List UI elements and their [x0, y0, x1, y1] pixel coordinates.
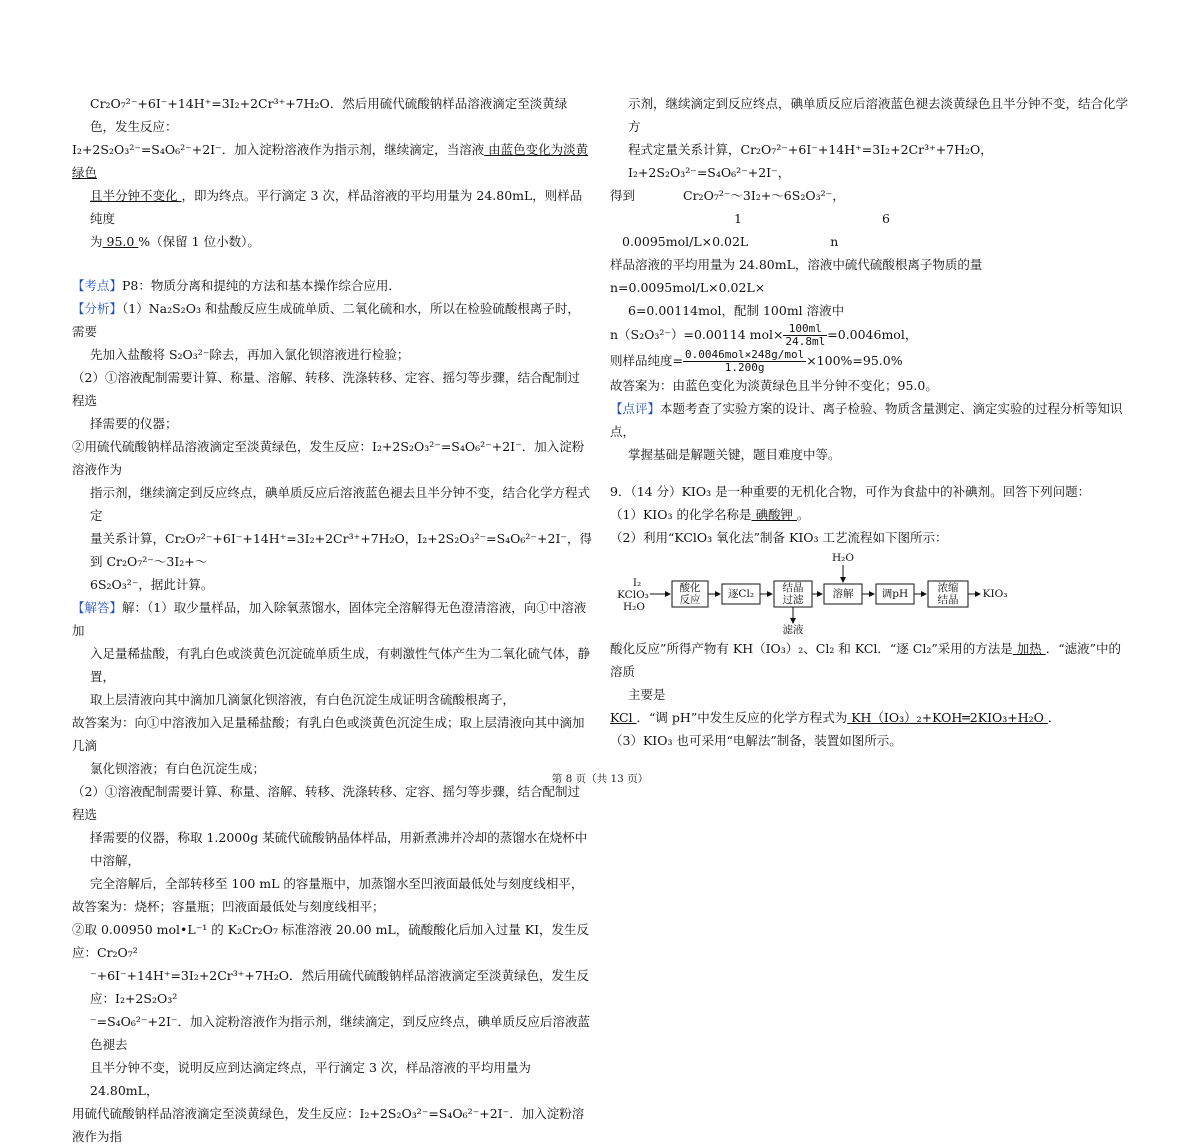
- left-column: [72, 92, 592, 1148]
- text-line: ⁻+6I⁻+14H⁺=3I₂+2Cr³⁺+7H₂O．然后用硫代硫酸钠样品溶液滴定至淡黄绿色，发生反应：I₂+2S₂O₃²: [90, 968, 589, 1006]
- formula-line: n（S₂O₃²⁻）=0.00114 mol× $\frac{100ml}{24.8ml}$ =0.0046mol，: [610, 322, 918, 348]
- text-line: 择需要的仪器，称取 1.2000g 某硫代硫酸钠晶体样品，用新煮沸并冷却的蒸馏水在烧杯中中溶解，: [90, 830, 588, 868]
- answer-blank: KH（IO₃）₂+KOH═2KIO₃+H₂O: [847, 710, 1048, 725]
- jieda-tag: 【解答】: [72, 600, 123, 615]
- question-9: 9．（14 分）KIO₃ 是一种重要的无机化合物，可作为食盐中的补碘剂。回答下列问题：: [610, 484, 1091, 499]
- dianping-tag: 【点评】: [610, 401, 661, 416]
- text-line: 且半分钟不变化 ，即为终点。平行滴定 3 次，样品溶液的平均用量为 24.80mL，则样品纯度: [90, 188, 583, 226]
- text-line: 故答案为：烧杯；容量瓶；凹液面最低处与刻度线相平；: [72, 899, 385, 914]
- text-line: ②取 0.00950 mol•L⁻¹ 的 K₂Cr₂O₇ 标准溶液 20.00 mL，硫酸酸化后加入过量 KI，发生反应：Cr₂O₇²: [72, 922, 590, 960]
- fenxi-tag: 【分析】: [72, 301, 123, 316]
- process-flow-diagram: [610, 551, 1130, 637]
- text-line: 6=0.00114mol，配制 100ml 溶液中: [628, 303, 845, 318]
- answer-blank: 加热: [1012, 641, 1046, 656]
- text-line: 故答案为：由蓝色变化为淡黄绿色且半分钟不变化；95.0。: [610, 378, 938, 393]
- text-line: 先加入盐酸将 S₂O₃²⁻除去，再加入氯化钡溶液进行检验；: [90, 347, 410, 362]
- text-line: （2）①溶液配制需要计算、称量、溶解、转移、洗涤转移、定容、摇匀等步骤，结合配制过程选: [72, 370, 580, 408]
- fenxi-line: 【分析】（1）Na₂S₂O₃ 和盐酸反应生成硫单质、二氧化硫和水，所以在检验硫酸根离子时，需要: [72, 301, 580, 339]
- text-line: 掌握基础是解题关键，题目难度中等。: [628, 447, 841, 462]
- text-line: 酸化反应”所得产物有 KH（IO₃）₂、Cl₂ 和 KCl．“逐 Cl₂”采用的方法是 加热 ．“滤液”中的溶质: [610, 641, 1121, 679]
- text-line: （3）KIO₃ 也可采用“电解法”制备，装置如图所示。: [610, 733, 902, 748]
- dianping-line: 【点评】本题考查了实验方案的设计、离子检验、物质含量测定、滴定实验的过程分析等知识点，: [610, 401, 1123, 439]
- formula-line: 则样品纯度= $\frac{\text{0.0046mol×248g/mol}}{1.200g}$ ×100%=95.0%: [610, 348, 903, 374]
- jieda-line: 【解答】解：（1）取少量样品，加入除氧蒸馏水，固体完全溶解得无色澄清溶液，向①中溶液加: [72, 600, 587, 638]
- filtrate-label: 滤液: [782, 624, 804, 636]
- ratio-line: 0.0095mol/L×0.02L n: [622, 234, 839, 249]
- text-line: （1）KIO₃ 的化学名称是 碘酸钾 。: [610, 507, 810, 522]
- text-line: （2）①溶液配制需要计算、称量、溶解、转移、洗涤转移、定容、摇匀等步骤，结合配制过程选: [72, 784, 580, 822]
- text-line: 主要是: [628, 687, 666, 702]
- text-line: 入足量稀盐酸，有乳白色或淡黄色沉淀硫单质生成，有刺激性气体产生为二氧化硫气体，静置，: [90, 646, 591, 684]
- text-line: 得到 Cr₂O₇²⁻～3I₂+～6S₂O₃²⁻，: [610, 188, 845, 203]
- step-remove-cl2: 逐Cl₂: [727, 588, 755, 600]
- text-line: 6S₂O₃²⁻，据此计算。: [90, 577, 214, 592]
- text-line: ②用硫代硫酸钠样品溶液滴定至淡黄绿色，发生反应：I₂+2S₂O₃²⁻=S₄O₆²⁻+2I⁻．加入淀粉溶液作为: [72, 439, 585, 477]
- step-concentrate-crystallize: 浓缩 结晶: [937, 582, 959, 606]
- input-i2: I₂: [632, 577, 642, 589]
- step-dissolve: 溶解: [832, 588, 854, 600]
- text-line: 为 95.0 %（保留 1 位小数）。: [90, 234, 260, 249]
- text-line: （2）利用“KClO₃ 氧化法”制备 KIO₃ 工艺流程如下图所示：: [610, 530, 948, 545]
- text-line: 氯化钡溶液；有白色沉淀生成；: [90, 761, 266, 776]
- text-line: 样品溶液的平均用量为 24.80mL，溶液中硫代硫酸根离子物质的量 n=0.0095mol/L×0.02L×: [610, 257, 983, 295]
- text-line: 示剂，继续滴定到反应终点，碘单质反应后溶液蓝色褪去淡黄绿色且半分钟不变，结合化学方: [628, 96, 1129, 134]
- step-acidify-react: 酸化 反应: [679, 582, 701, 606]
- output-kio3: KIO₃: [982, 588, 1008, 600]
- fraction: $\frac{\text{0.0046mol×248g/mol}}{1.200g}$: [684, 348, 805, 374]
- kaodian-tag: 【考点】: [72, 278, 123, 293]
- text-line: 故答案为：向①中溶液加入足量稀盐酸；有乳白色或淡黄色沉淀生成；取上层清液向其中滴加几滴: [72, 715, 585, 753]
- text-line: 指示剂，继续滴定到反应终点，碘单质反应后溶液蓝色褪去且半分钟不变，结合化学方程式定: [90, 485, 591, 523]
- kaodian-line: 【考点】P8：物质分离和提纯的方法和基本操作综合应用．: [72, 278, 401, 293]
- input-h2o: H₂O: [623, 601, 645, 613]
- text-line: 程式定量关系计算，Cr₂O₇²⁻+6I⁻+14H⁺=3I₂+2Cr³⁺+7H₂O，I₂+2S₂O₃²⁻=S₄O₆²⁻+2I⁻，: [628, 142, 993, 180]
- text-line: KCl ．“调 pH”中发生反应的化学方程式为 KH（IO₃）₂+KOH═2KIO₃+H₂O ．: [610, 710, 1061, 725]
- answer-blank: 且半分钟不变化: [90, 188, 182, 203]
- text-line: 取上层清液向其中滴加几滴氯化钡溶液，有白色沉淀生成证明含硫酸根离子，: [90, 692, 516, 707]
- text-line: I₂+2S₂O₃²⁻=S₄O₆²⁻+2I⁻．加入淀粉溶液作为指示剂，继续滴定，当溶液 由蓝色变化为淡黄绿色: [72, 142, 589, 180]
- text-line: Cr₂O₇²⁻+6I⁻+14H⁺=3I₂+2Cr³⁺+7H₂O．然后用硫代硫酸钠样品溶液滴定至淡黄绿色，发生反应：: [90, 96, 568, 134]
- step-adjust-ph: 调pH: [881, 588, 909, 600]
- text-line: 择需要的仪器；: [90, 416, 178, 431]
- answer-blank: 由蓝色变化为淡黄绿色: [72, 142, 589, 180]
- answer-blank: 碘酸钾: [751, 507, 797, 522]
- answer-blank: 95.0: [102, 234, 139, 249]
- input-kclo3: KClO₃: [617, 589, 649, 601]
- text-line: 完全溶解后，全部转移至 100 mL 的容量瓶中，加蒸馏水至凹液面最低处与刻度线相平，: [90, 876, 584, 891]
- ratio-line: 1 6: [734, 211, 890, 226]
- text-line: 且半分钟不变，说明反应到达滴定终点，平行滴定 3 次，样品溶液的平均用量为 24.80mL，: [90, 1060, 531, 1098]
- fraction: $\frac{100ml}{24.8ml}$: [785, 322, 826, 348]
- page-footer: 第 8 页（共 13 页）: [551, 773, 649, 785]
- input-h2o-top: H₂O: [832, 552, 854, 564]
- text-line: 量关系计算，Cr₂O₇²⁻+6I⁻+14H⁺=3I₂+2Cr³⁺+7H₂O，I₂+2S₂O₃²⁻=S₄O₆²⁻+2I⁻，得到 Cr₂O₇²⁻～3I₂+～: [90, 531, 592, 569]
- text-line: ⁻=S₄O₆²⁻+2I⁻．加入淀粉溶液作为指示剂，继续滴定，到反应终点，碘单质反应后溶液蓝色褪去: [90, 1014, 590, 1052]
- answer-blank: KCl: [610, 710, 637, 725]
- right-column: [610, 92, 1130, 752]
- step-crystallize-filter: 结晶 过滤: [782, 582, 804, 606]
- text-line: 用硫代硫酸钠样品溶液滴定至淡黄绿色，发生反应：I₂+2S₂O₃²⁻=S₄O₆²⁻+2I⁻．加入淀粉溶液作为指: [72, 1106, 585, 1144]
